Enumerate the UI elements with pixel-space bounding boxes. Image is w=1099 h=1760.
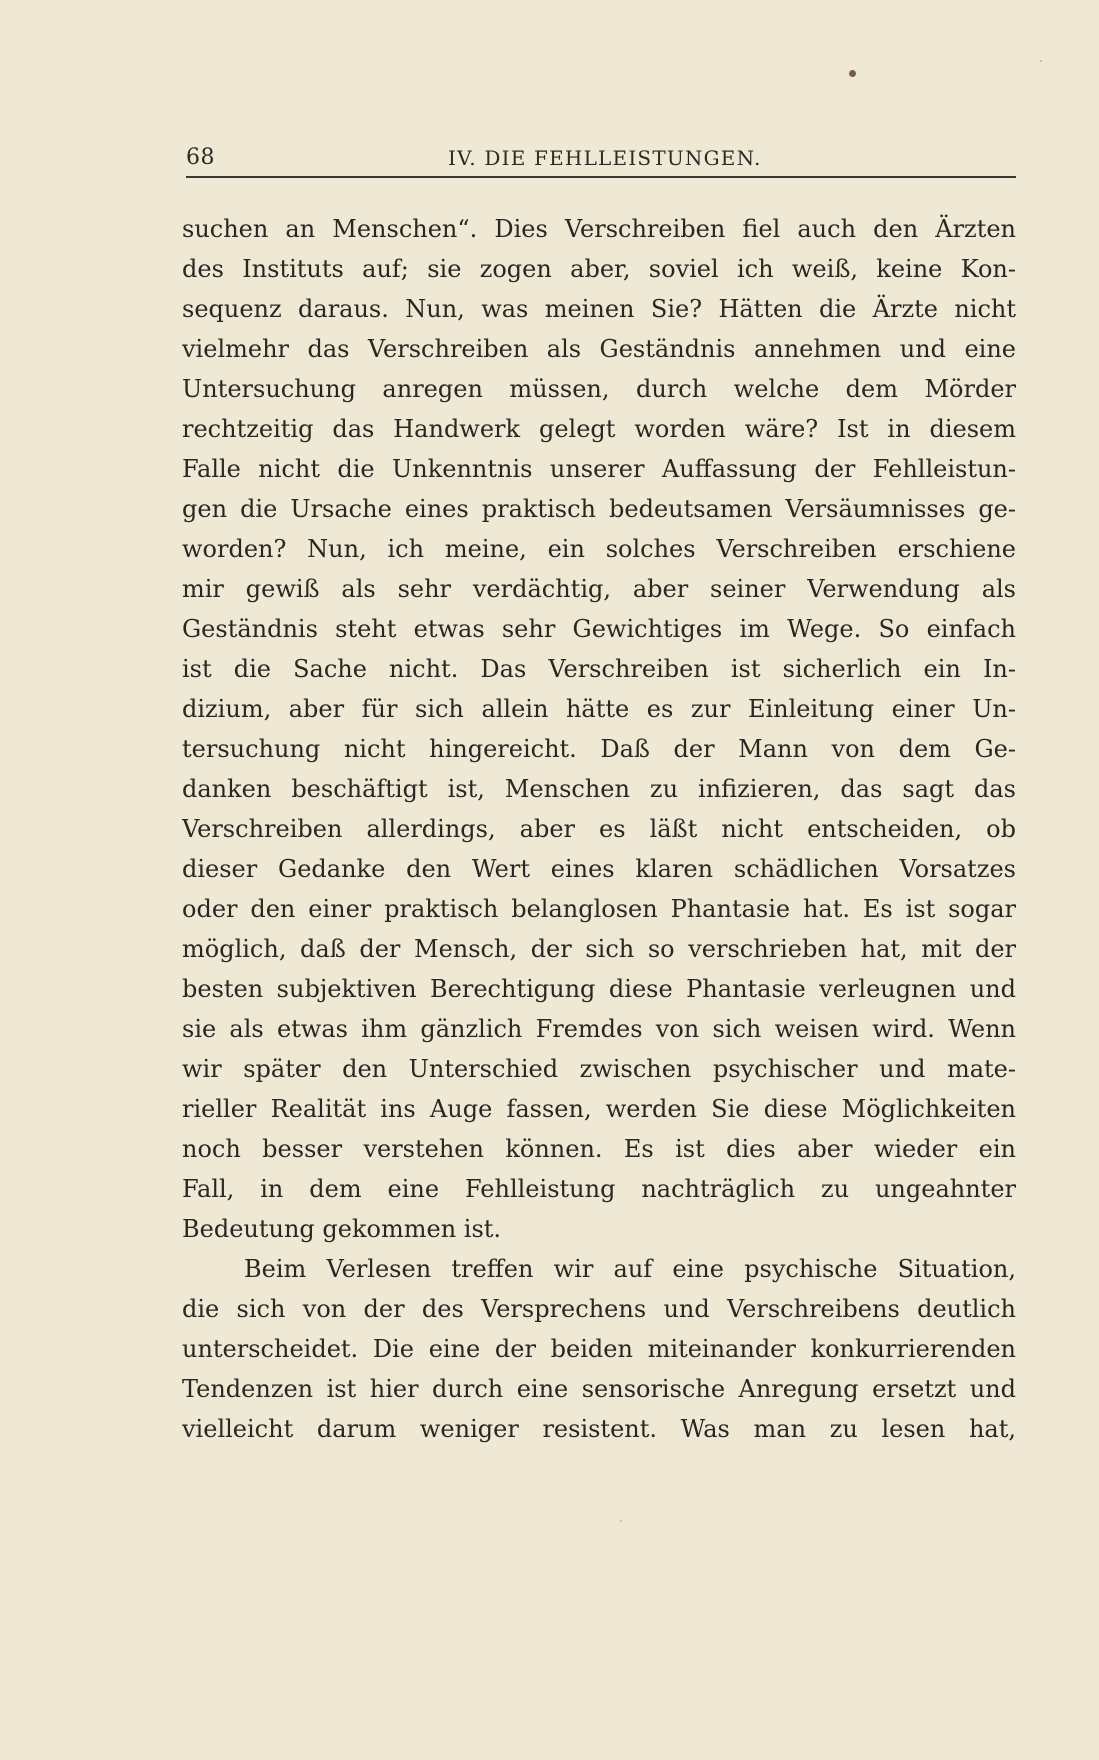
text-line: oder den einer praktisch belanglosen Phantasie hat. Es ist sogar bbox=[182, 895, 1016, 923]
text-line: dieser Gedanke den Wert eines klaren schädlichen Vorsatzes bbox=[182, 855, 1016, 883]
ink-speck bbox=[620, 1520, 622, 1522]
text-line: die sich von der des Versprechens und Verschreibens deutlich bbox=[182, 1295, 1016, 1323]
text-line: Verschreiben allerdings, aber es läßt nicht entscheiden, ob bbox=[182, 815, 1016, 843]
text-line: unterscheidet. Die eine der beiden miteinander konkurrierenden bbox=[182, 1335, 1016, 1363]
text-line: sie als etwas ihm gänzlich Fremdes von sich weisen wird. Wenn bbox=[182, 1015, 1016, 1043]
text-line: vielmehr das Verschreiben als Geständnis annehmen und eine bbox=[182, 335, 1016, 363]
text-line: Falle nicht die Unkenntnis unserer Auffassung der Fehlleistun- bbox=[182, 455, 1016, 483]
paragraph-start-line: Beim Verlesen treffen wir auf eine psychische Situation, bbox=[244, 1255, 1016, 1283]
text-line: sequenz daraus. Nun, was meinen Sie? Hätten die Ärzte nicht bbox=[182, 295, 1016, 323]
text-line: gen die Ursache eines praktisch bedeutsamen Versäumnisses ge- bbox=[182, 495, 1016, 523]
header-rule bbox=[186, 176, 1016, 178]
text-line: besten subjektiven Berechtigung diese Phantasie verleugnen und bbox=[182, 975, 1016, 1003]
running-head: IV. DIE FEHLLEISTUNGEN. bbox=[448, 146, 762, 170]
text-line: rechtzeitig das Handwerk gelegt worden wäre? Ist in diesem bbox=[182, 415, 1016, 443]
text-line: danken beschäftigt ist, Menschen zu infizieren, das sagt das bbox=[182, 775, 1016, 803]
ink-speck bbox=[1040, 60, 1042, 62]
text-line: möglich, daß der Mensch, der sich so verschrieben hat, mit der bbox=[182, 935, 1016, 963]
ink-speck bbox=[849, 70, 856, 77]
page-number: 68 bbox=[186, 145, 215, 170]
text-line: wir später den Unterschied zwischen psychischer und mate- bbox=[182, 1055, 1016, 1083]
text-line: Fall, in dem eine Fehlleistung nachträglich zu ungeahnter bbox=[182, 1175, 1016, 1203]
text-line: Untersuchung anregen müssen, durch welche dem Mörder bbox=[182, 375, 1016, 403]
text-line: noch besser verstehen können. Es ist dies aber wieder ein bbox=[182, 1135, 1016, 1163]
text-line: mir gewiß als sehr verdächtig, aber seiner Verwendung als bbox=[182, 575, 1016, 603]
text-line: Geständnis steht etwas sehr Gewichtiges im Wege. So einfach bbox=[182, 615, 1016, 643]
text-line: worden? Nun, ich meine, ein solches Verschreiben erschiene bbox=[182, 535, 1016, 563]
text-line: ist die Sache nicht. Das Verschreiben ist sicherlich ein In- bbox=[182, 655, 1016, 683]
text-line: des Instituts auf; sie zogen aber, soviel ich weiß, keine Kon- bbox=[182, 255, 1016, 283]
page-header bbox=[186, 136, 1018, 176]
text-line: vielleicht darum weniger resistent. Was man zu lesen hat, bbox=[182, 1415, 1016, 1443]
text-line: dizium, aber für sich allein hätte es zur Einleitung einer Un- bbox=[182, 695, 1016, 723]
text-line: tersuchung nicht hingereicht. Daß der Mann von dem Ge- bbox=[182, 735, 1016, 763]
paragraph-end-line: Bedeutung gekommen ist. bbox=[182, 1215, 502, 1243]
text-line: suchen an Menschen“. Dies Verschreiben fiel auch den Ärzten bbox=[182, 215, 1016, 243]
text-line: Tendenzen ist hier durch eine sensorische Anregung ersetzt und bbox=[182, 1375, 1016, 1403]
body-text bbox=[182, 209, 1016, 1449]
text-line: rieller Realität ins Auge fassen, werden Sie diese Möglichkeiten bbox=[182, 1095, 1016, 1123]
